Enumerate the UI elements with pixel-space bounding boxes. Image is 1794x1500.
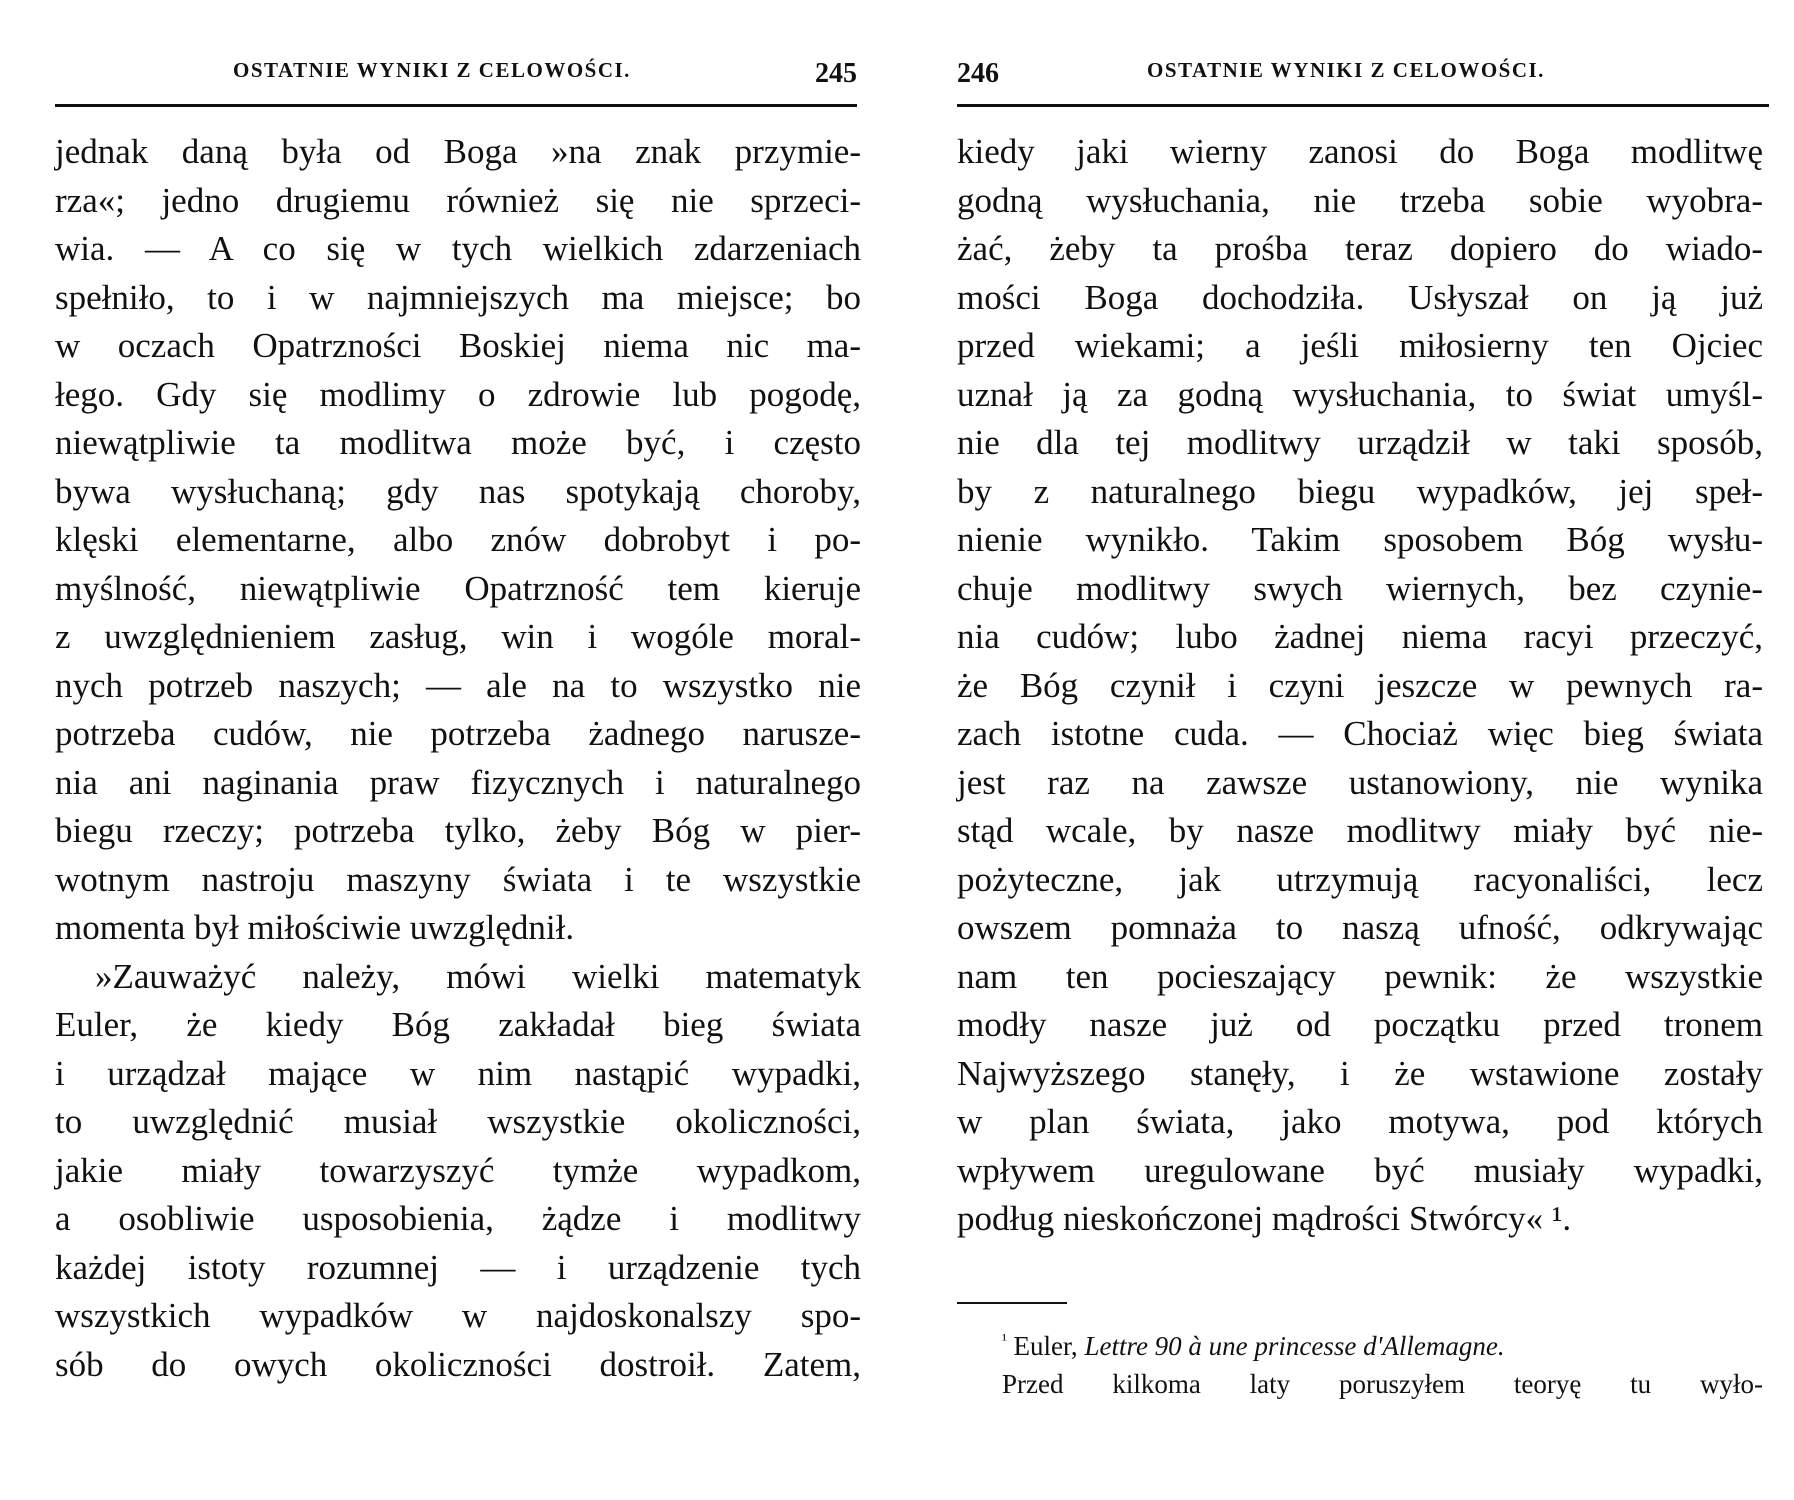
text-line: owszem pomnaża to naszą ufność, odkrywając [957, 908, 1763, 947]
text-line: żać, żeby ta prośba teraz dopiero do wiado- [957, 229, 1763, 268]
text-line: wia. — A co się w tych wielkich zdarzeniach [55, 229, 861, 268]
text-line: mości Boga dochodziła. Usłyszał on ją już [957, 277, 1763, 317]
text-line: to uwzględnić musiał wszystkie okoliczności, [55, 1102, 861, 1141]
text-line: momenta był miłościwie uwzględnił. [55, 908, 575, 947]
footnote-continuation: Przed kilkoma laty poruszyłem teoryę tu wyło- [1002, 1369, 1763, 1399]
text-line: nych potrzeb naszych; — ale na to wszystko nie [55, 665, 861, 705]
text-line: potrzeba cudów, nie potrzeba żadnego narusze- [55, 714, 861, 753]
text-line: w oczach Opatrzności Boskiej niema nic ma- [55, 326, 861, 365]
text-line: zach istotne cuda. — Chociaż więc bieg świata [957, 714, 1763, 753]
text-line: biegu rzeczy; potrzeba tylko, żeby Bóg w pier- [55, 811, 861, 850]
text-line: nienie wynikło. Takim sposobem Bóg wysłu- [957, 520, 1763, 559]
text-line: i urządzał mające w nim nastąpić wypadki, [55, 1053, 861, 1093]
text-line: z uwzględnieniem zasług, win i wogóle moral- [55, 617, 861, 656]
left-page-body [55, 128, 861, 1389]
text-line: godną wysłuchania, nie trzeba sobie wyobra- [957, 180, 1763, 220]
footnote-1 [957, 1322, 1763, 1365]
text-line: modły nasze już od początku przed tronem [957, 1005, 1763, 1044]
text-line: a osobliwie usposobienia, żądze i modlitwy [55, 1199, 861, 1238]
text-line: wpływem uregulowane być musiały wypadki, [957, 1150, 1763, 1190]
text-line: sób do owych okoliczności dostroił. Zatem, [55, 1344, 861, 1384]
text-line: przed wiekami; a jeśli miłosierny ten Ojciec [957, 326, 1763, 365]
text-line: stąd wcale, by nasze modlitwy miały być nie- [957, 811, 1763, 850]
header-rule [55, 104, 857, 107]
text-line: niewątpliwie ta modlitwa może być, i często [55, 423, 861, 462]
text-line: w plan świata, jako motywa, pod których [957, 1102, 1763, 1141]
text-line: nia ani naginania praw fizycznych i naturalnego [55, 762, 861, 802]
running-head: OSTATNIE WYNIKI Z CELOWOŚCI. [233, 58, 631, 82]
text-line: nia cudów; lubo żadnej niema racyi przeczyć, [957, 617, 1763, 656]
header-rule [957, 104, 1769, 107]
text-line: myślność, niewątpliwie Opatrzność tem kieruje [55, 568, 861, 608]
text-line: wotnym nastroju maszyny świata i te wszystkie [55, 859, 861, 899]
text-line: jednak daną była od Boga »na znak przymie- [55, 132, 861, 171]
text-line: uznał ją za godną wysłuchania, to świat umyśl- [957, 374, 1763, 414]
left-page-header [55, 58, 857, 94]
text-line: każdej istoty rozumnej — i urządzenie tych [55, 1247, 861, 1287]
right-page-header [957, 58, 1759, 94]
footnote-rule [957, 1302, 1067, 1304]
page-number: 245 [815, 58, 857, 89]
footnote-author: Euler, [1013, 1331, 1085, 1361]
text-line: »Zauważyć należy, mówi wielki matematyk [95, 956, 861, 996]
text-line: że Bóg czynił i czyni jeszcze w pewnych ra- [957, 665, 1763, 705]
text-line: kiedy jaki wierny zanosi do Boga modlitwę [957, 132, 1763, 171]
text-line: chuje modlitwy swych wiernych, bez czynie- [957, 568, 1763, 608]
text-line: bywa wysłuchaną; gdy nas spotykają choroby, [55, 471, 861, 511]
text-line: pożyteczne, jak utrzymują racyonaliści, lecz [957, 859, 1763, 899]
right-page [897, 0, 1794, 1500]
text-line: łego. Gdy się modlimy o zdrowie lub pogodę, [55, 374, 861, 414]
footnotes [957, 1322, 1763, 1403]
page-number: 246 [957, 58, 999, 89]
text-line: rza«; jedno drugiemu również się nie sprzeci- [55, 180, 861, 220]
text-line: podług nieskończonej mądrości Stwórcy« ¹. [957, 1199, 1572, 1238]
right-page-body [957, 128, 1763, 1244]
text-line: spełniło, to i w najmniejszych ma miejsce; bo [55, 277, 861, 317]
text-line: wszystkich wypadków w najdoskonalszy spo- [55, 1296, 861, 1335]
running-head: OSTATNIE WYNIKI Z CELOWOŚCI. [1147, 58, 1545, 82]
text-line: jakie miały towarzyszyć tymże wypadkom, [55, 1150, 861, 1190]
text-line: jest raz na zawsze ustanowiony, nie wynika [957, 762, 1763, 802]
footnote-marker: ¹ [1002, 1332, 1007, 1349]
text-line: Euler, że kiedy Bóg zakładał bieg świata [55, 1005, 861, 1044]
text-line: nam ten pocieszający pewnik: że wszystkie [957, 956, 1763, 996]
text-line: klęski elementarne, albo znów dobrobyt i po- [55, 520, 861, 559]
text-line: nie dla tej modlitwy urządził w taki sposób, [957, 423, 1763, 462]
text-line: by z naturalnego biegu wypadków, jej speł- [957, 471, 1763, 511]
text-line: Najwyższego stanęły, i że wstawione zostały [957, 1053, 1763, 1093]
footnote-title: Lettre 90 à une princesse d'Allemagne. [1084, 1331, 1505, 1361]
